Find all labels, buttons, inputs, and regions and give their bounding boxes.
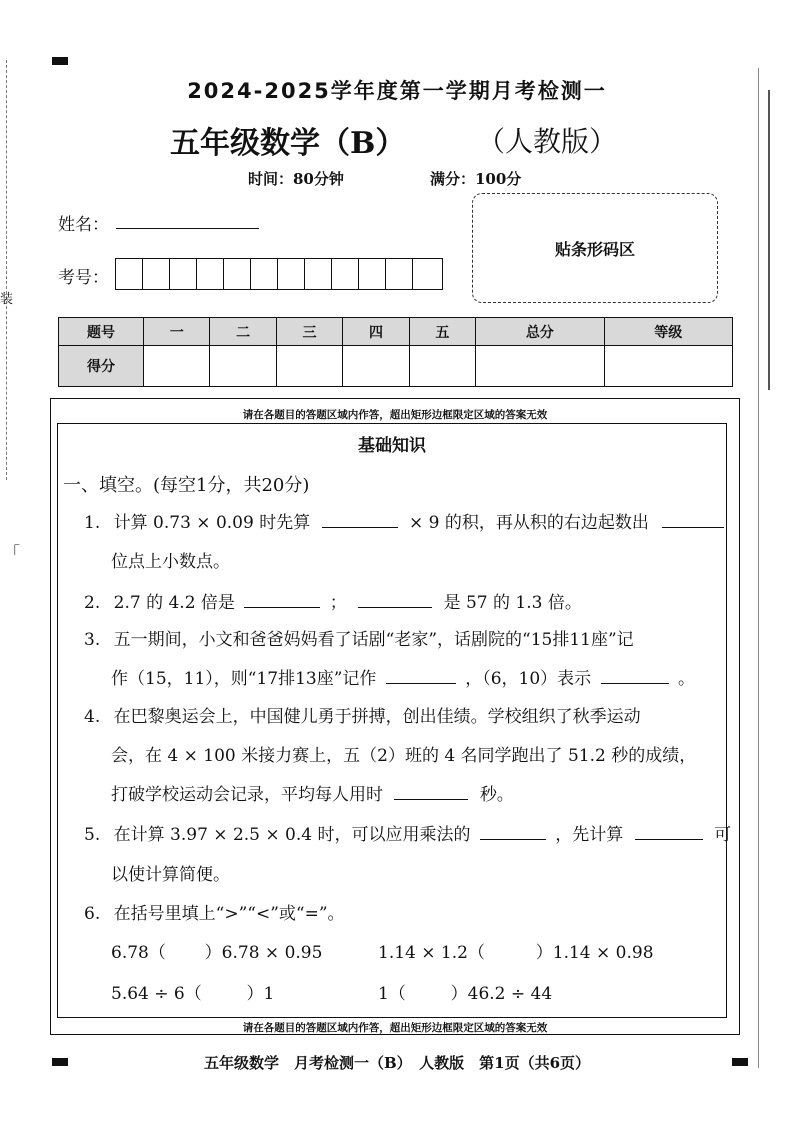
id-box[interactable]: [251, 259, 278, 289]
question-text: 。: [678, 669, 695, 689]
id-box[interactable]: [305, 259, 332, 289]
score-cell[interactable]: [476, 346, 604, 387]
question-3-line-2: [111, 667, 695, 691]
id-box[interactable]: [116, 259, 143, 289]
id-box[interactable]: [197, 259, 224, 289]
exam-full-score: 满分：100分: [430, 170, 522, 188]
score-header-cell: 一: [144, 318, 210, 346]
score-table-score-row: [59, 346, 733, 387]
question-text: × 9 的积，再从积的右边起数出: [409, 513, 649, 533]
id-label: 考号：: [58, 268, 109, 288]
question-text: 在括号里填上“>”“<”或“=”。: [113, 904, 345, 924]
page-footer: 五年级数学 月考检测一（B） 人教版 第1页（共6页）: [203, 1054, 591, 1072]
comparison-left: 1（: [378, 984, 406, 1004]
binding-label: 装: [0, 292, 14, 307]
comparison-left: 5.64 ÷ 6（: [111, 984, 202, 1004]
question-6-line-1: [84, 902, 345, 926]
exam-title-main: 五年级数学（B）: [170, 126, 406, 161]
question-text: ，（6，10）表示: [465, 669, 592, 689]
question-text: 位点上小数点。: [111, 552, 230, 572]
score-cell[interactable]: [604, 346, 732, 387]
score-header-cell: 二: [210, 318, 276, 346]
answer-blank[interactable]: [386, 667, 456, 684]
question-4-line-1: [84, 705, 641, 729]
comparison-right: ）1: [246, 984, 275, 1004]
answer-blank[interactable]: [480, 823, 546, 840]
id-number-boxes[interactable]: [115, 258, 443, 290]
comparison-right: ）46.2 ÷ 44: [450, 984, 553, 1004]
binding-mark: 「: [4, 543, 21, 562]
comparison-3: [111, 982, 274, 1006]
comparison-right: ）6.78 × 0.95: [204, 943, 323, 963]
score-header-cell: 三: [276, 318, 342, 346]
section-title: 基础知识: [358, 436, 426, 456]
score-header-cell: 等级: [604, 318, 732, 346]
question-text: 在巴黎奥运会上，中国健儿勇于拼搏，创出佳绩。学校组织了秋季运动: [113, 707, 641, 727]
score-row-label: 得分: [59, 346, 144, 387]
question-1-line-2: [111, 550, 230, 574]
barcode-area: [472, 193, 718, 303]
question-3-line-1: [84, 628, 634, 652]
question-number: 6.: [84, 904, 101, 924]
comparison-1: [111, 941, 322, 965]
question-text: 打破学校运动会记录，平均每人用时: [111, 785, 383, 805]
question-heading: 一、填空。(每空1分，共20分): [63, 475, 310, 496]
answer-blank[interactable]: [322, 511, 398, 528]
score-header-cell: 总分: [476, 318, 604, 346]
answer-blank[interactable]: [635, 823, 703, 840]
score-header-cell: 五: [409, 318, 475, 346]
comparison-answer[interactable]: [207, 983, 241, 999]
comparison-answer[interactable]: [171, 942, 199, 958]
score-cell[interactable]: [343, 346, 409, 387]
right-edge-line: [758, 68, 759, 1068]
question-text: 作（15，11），则“17排13座”记作: [111, 669, 377, 689]
score-cell[interactable]: [409, 346, 475, 387]
question-text: 在计算 3.97 × 2.5 × 0.4 时，可以应用乘法的: [113, 825, 471, 845]
comparison-4: [378, 982, 552, 1006]
score-cell[interactable]: [276, 346, 342, 387]
answer-blank[interactable]: [662, 511, 724, 528]
question-number: 4.: [84, 707, 101, 727]
question-text: ，先计算: [555, 825, 624, 845]
score-cell[interactable]: [210, 346, 276, 387]
id-box[interactable]: [359, 259, 386, 289]
comparison-2: [378, 941, 654, 965]
answer-area-notice-bottom: 请在各题目的答题区域内作答，超出矩形边框限定区域的答案无效: [242, 1022, 548, 1034]
question-text: ；: [329, 593, 347, 613]
question-4-line-2: [111, 744, 696, 768]
score-header-cell: 题号: [59, 318, 144, 346]
question-text: 会，在 4 × 100 米接力赛上，五（2）班的 4 名同学跑出了 51.2 秒的成绩，: [111, 746, 697, 766]
comparison-right: ）1.14 × 0.98: [535, 943, 654, 963]
answer-blank[interactable]: [358, 591, 432, 608]
score-table: [58, 317, 733, 387]
barcode-label: 贴条形码区: [554, 239, 635, 259]
id-box[interactable]: [278, 259, 305, 289]
comparison-answer[interactable]: [411, 983, 445, 999]
answer-blank[interactable]: [601, 667, 669, 684]
question-text: 可: [714, 825, 732, 845]
id-box[interactable]: [170, 259, 197, 289]
id-box[interactable]: [143, 259, 170, 289]
name-field[interactable]: [116, 206, 259, 229]
question-text: 是 57 的 1.3 倍。: [443, 593, 582, 613]
id-box[interactable]: [224, 259, 251, 289]
id-box[interactable]: [332, 259, 359, 289]
score-cell[interactable]: [144, 346, 210, 387]
answer-blank[interactable]: [394, 783, 468, 800]
question-text: 五一期间，小文和爸爸妈妈看了话剧“老家”，话剧院的“15排11座”记: [113, 630, 634, 650]
id-box[interactable]: [386, 259, 413, 289]
id-box[interactable]: [413, 259, 440, 289]
score-table-header-row: [59, 318, 733, 346]
exam-time: 时间：80分钟: [248, 170, 344, 188]
right-edge-line-2: [768, 90, 770, 390]
question-text: 2.7 的 4.2 倍是: [113, 593, 235, 613]
question-5-line-1: [84, 823, 731, 847]
question-number: 3.: [84, 630, 101, 650]
answer-area-notice-top: 请在各题目的答题区域内作答，超出矩形边框限定区域的答案无效: [242, 409, 548, 421]
question-4-line-3: [111, 783, 514, 807]
question-1-line-1: [84, 511, 724, 535]
exam-title-edition: （人教版）: [477, 125, 618, 158]
question-number: 1.: [84, 513, 101, 533]
score-header-cell: 四: [343, 318, 409, 346]
binding-line-left: [6, 60, 7, 480]
question-5-line-2: [111, 863, 230, 887]
comparison-answer[interactable]: [490, 942, 530, 958]
comparison-left: 6.78（: [111, 943, 166, 963]
answer-blank[interactable]: [244, 591, 320, 608]
question-text: 计算 0.73 × 0.09 时先算: [113, 513, 311, 533]
question-number: 2.: [84, 593, 101, 613]
question-text: 秒。: [479, 785, 514, 805]
name-label: 姓名：: [58, 215, 109, 235]
corner-marker-top-left: [52, 57, 68, 65]
exam-title-line1: 2024-2025学年度第一学期月考检测一: [187, 79, 607, 103]
question-text: 以使计算简便。: [111, 865, 230, 885]
comparison-left: 1.14 × 1.2（: [378, 943, 485, 963]
question-number: 5.: [84, 825, 101, 845]
question-2-line-1: [84, 591, 582, 615]
